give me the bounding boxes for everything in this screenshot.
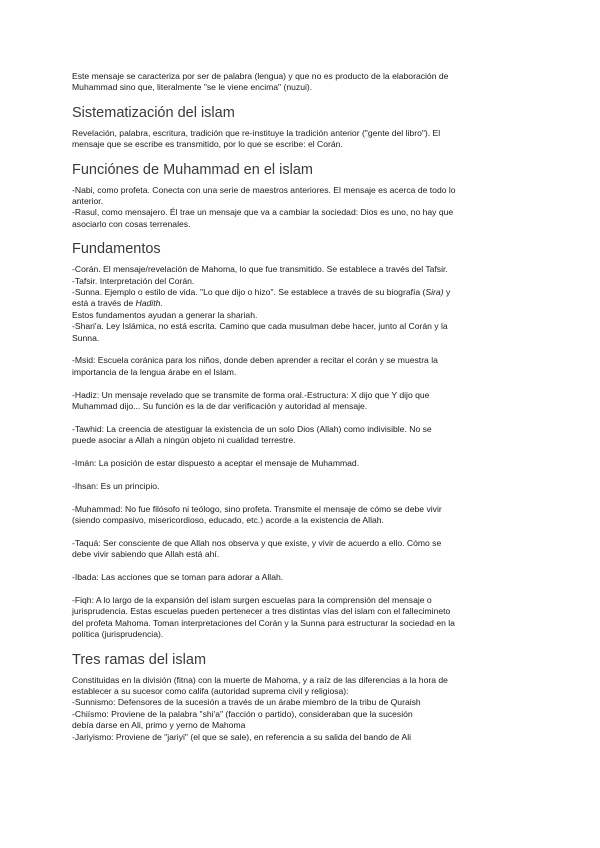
text-line: puede asociar a Allah a ningún objeto ni cualidad terrestre. xyxy=(72,435,296,446)
text-line: Muhammad dijo... Su función es la de dar verificación y autoridad al mensaje. xyxy=(72,401,368,412)
text-line: -Tawhid: La creencia de atestiguar la existencia de un solo Dios (Allah) como indivisible. No se xyxy=(72,423,432,434)
heading-fundamentos: Fundamentos xyxy=(72,241,161,258)
text-line: -Sunnismo: Defensores de la sucesión a través de un árabe miembro de la tribu de Quraish xyxy=(72,697,421,708)
text-line xyxy=(72,287,534,298)
sistematizacion-paragraph xyxy=(72,128,534,151)
text-line: -Corán. El mensaje/revelación de Mahoma, lo que fue transmitido. Se establece a través del Tafsir. xyxy=(72,264,448,275)
paragraph-iman xyxy=(72,458,534,469)
text-line: -Shari'a. Ley Islámica, no está escrita. Camino que cada musulman debe hacer, junto al Corán y la xyxy=(72,321,448,332)
text-line: política (jurisprudencia). xyxy=(72,629,164,640)
text-line: -Tafsir. Interpretación del Corán. xyxy=(72,275,195,286)
text-line: -Ibada: Las acciones que se toman para adorar a Allah. xyxy=(72,572,284,583)
text-line xyxy=(72,298,534,309)
heading-tres-ramas: Tres ramas del islam xyxy=(72,651,207,668)
text-line: del profeta Mahoma. Toman interpretaciones del Corán y la Sunna para estructurar la sociedad en la xyxy=(72,617,455,628)
text-line: debía darse en Ali, primo y yerno de Mahoma xyxy=(72,720,246,731)
paragraph-taqua xyxy=(72,538,534,561)
text-line: -Fiqh: A lo largo de la expansión del islam surgen escuelas para la comprensión del mensaje o xyxy=(72,594,432,605)
funciones-paragraph xyxy=(72,185,534,231)
italic-term-hadith: Hadith xyxy=(135,298,161,309)
text-line: Revelación, palabra, escritura, tradición que re-instituye la tradición anterior ("gente del libro"). El xyxy=(72,127,441,138)
paragraph-ibada xyxy=(72,572,534,583)
heading-funciones: Funciónes de Muhammad en el islam xyxy=(72,161,313,178)
text-line: Este mensaje se caracteriza por ser de palabra (lengua) y que no es producto de la elaboración de xyxy=(72,71,449,81)
text-line: -Chiísmo: Proviene de la palabra "shi'a" (facción o partido), consideraban que la sucesión xyxy=(72,708,413,719)
ramas-paragraph xyxy=(72,675,534,743)
paragraph-hadiz xyxy=(72,390,534,413)
document-body xyxy=(72,71,534,743)
text-line: importancia de la lengua árabe en el Islam. xyxy=(72,366,237,377)
text-line: debe vivir sabiendo que Allah está ahí. xyxy=(72,549,220,560)
paragraph-tawhid xyxy=(72,424,534,447)
text-line: -Jariyismo: Proviene de "jariyi" (el que se sale), en referencia a su salida del bando de Ali xyxy=(72,731,412,742)
paragraph-msid xyxy=(72,355,534,378)
italic-term-sira: Sira) xyxy=(425,287,444,298)
text-span: y xyxy=(443,287,451,298)
text-line: Estos fundamentos ayudan a generar la shariah. xyxy=(72,309,258,320)
text-line: Muhammad sino que, literalmente "se le viene encima" (nuzui). xyxy=(72,82,313,93)
paragraph-muhammad xyxy=(72,504,534,527)
text-line: mensaje que se escribe es transmitido, por lo que se escribe: el Corán. xyxy=(72,139,343,150)
paragraph-fiqh xyxy=(72,595,534,641)
text-span: -Sunna. Ejemplo o estilo de vida. "Lo que dijo o hizo". Se establece a través de su biografía ( xyxy=(72,287,426,298)
text-line: -Muhammad: No fue filósofo ni teólogo, sino profeta. Transmite el mensaje de cómo se debe vivir xyxy=(72,503,442,514)
heading-sistematizacion: Sistematización del islam xyxy=(72,104,235,121)
text-line: -Hadiz: Un mensaje revelado que se transmite de forma oral.-Estructura: X dijo que Y dijo que xyxy=(72,389,430,400)
intro-paragraph xyxy=(72,71,534,94)
text-line: -Nabi, como profeta. Conecta con una serie de maestros anteriores. El mensaje es acerca de todo lo xyxy=(72,184,456,195)
text-line: establecer a su sucesor como califa (autoridad suprema civil y religiosa): xyxy=(72,685,349,696)
text-line: -Msid: Escuela coránica para los niños, donde deben aprender a recitar el corán y se muestra la xyxy=(72,355,438,366)
text-line: anterior. xyxy=(72,196,104,207)
paragraph-ihsan xyxy=(72,481,534,492)
text-span: está a través de xyxy=(72,298,136,309)
text-line: asociarlo con cosas terrenales. xyxy=(72,218,191,229)
text-line: -Ihsan: Es un principio. xyxy=(72,480,160,491)
text-line: Constituidas en la división (fitna) con la muerte de Mahoma, y a raíz de las diferencias a la hora de xyxy=(72,674,448,685)
text-line: (siendo compasivo, misericordioso, educado, etc.) acorde a la existencia de Allah. xyxy=(72,515,384,526)
text-span: . xyxy=(160,298,163,309)
text-line: Sunna. xyxy=(72,332,100,343)
text-line: -Taquá: Ser consciente de que Allah nos observa y que existe, y vivir de acuerdo a ello. Cómo se xyxy=(72,537,442,548)
text-line: -Imán: La posición de estar dispuesto a aceptar el mensaje de Muhammad. xyxy=(72,458,360,469)
text-line: -Rasul, como mensajero. Él trae un mensaje que va a cambiar la sociedad: Dios es uno, no hay que xyxy=(72,207,454,218)
text-line: jurisprudencia. Estas escuelas pueden pertenecer a tres distintas vías del islam con el fallecimineto xyxy=(72,606,451,617)
fundamentos-list xyxy=(72,264,534,344)
